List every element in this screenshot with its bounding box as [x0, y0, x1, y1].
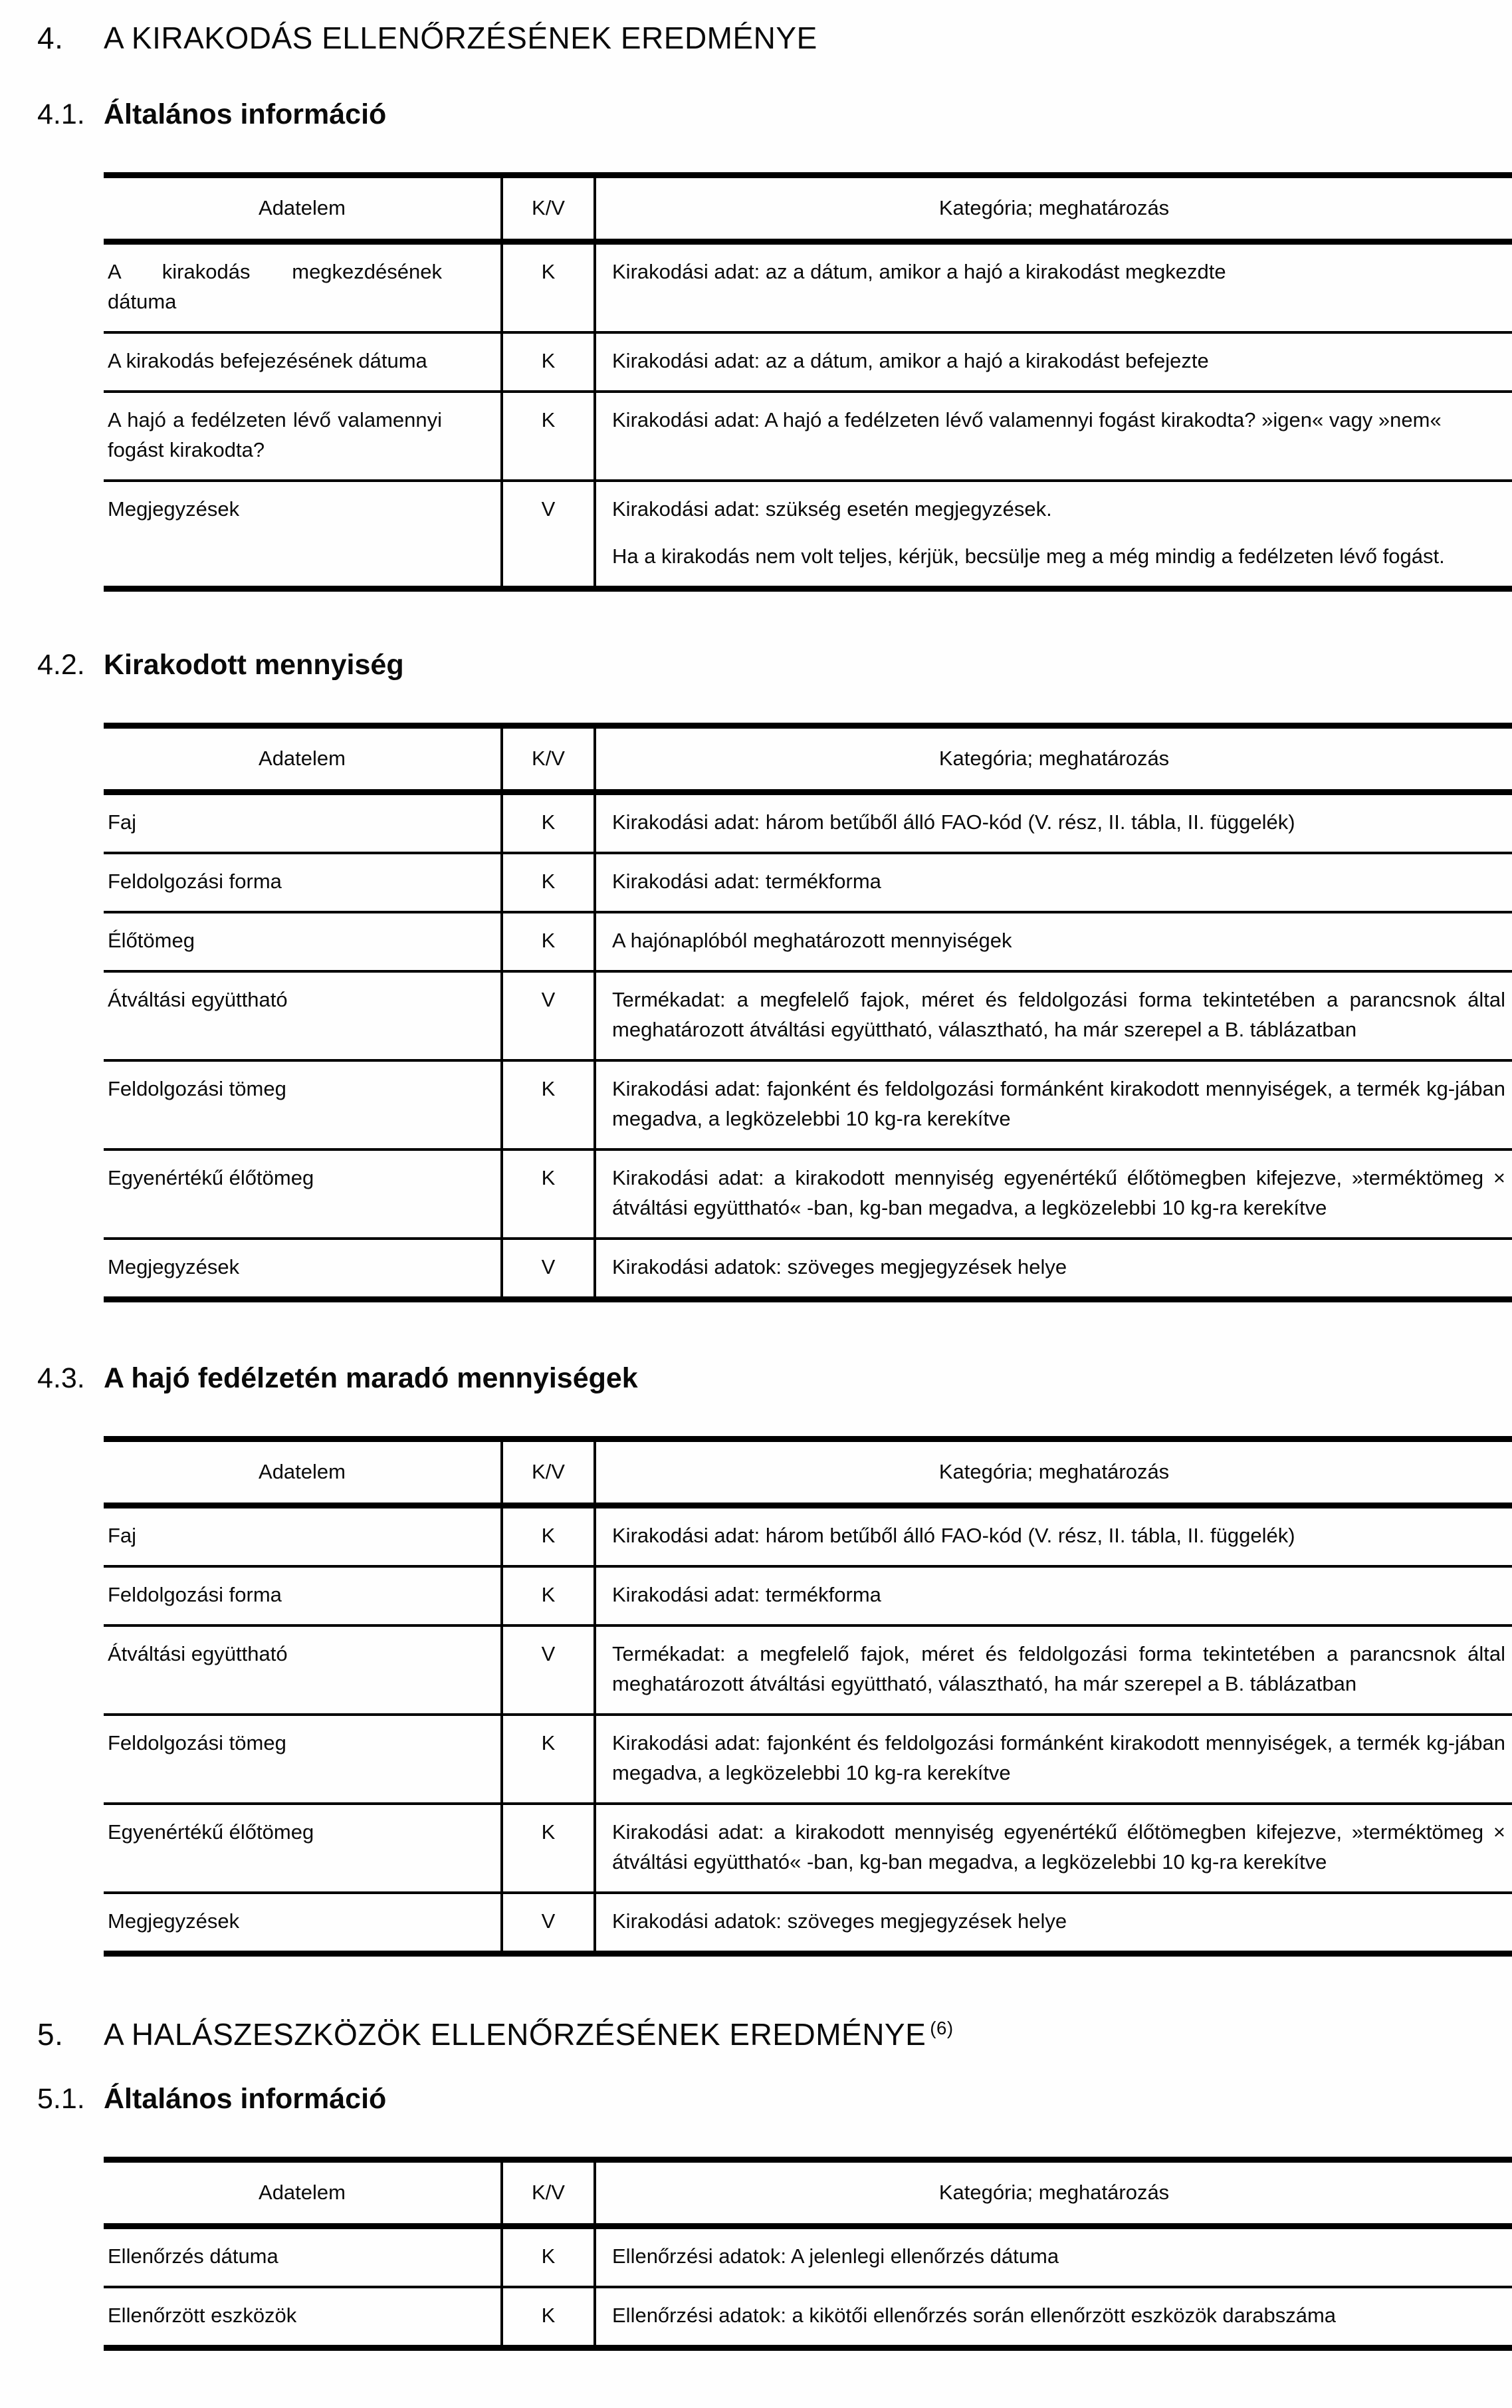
col-header-kv: K/V	[502, 2160, 595, 2227]
cell-category: Kirakodási adat: fajonként és feldolgozási formánként kirakodott mennyiségek, a termék kg-jában megadva, a legközelebbi 10 kg-ra kerekítve	[595, 1060, 1512, 1149]
section-number: 4.2.	[37, 649, 85, 681]
cell-data-element: A hajó a fedélzeten lévő valamennyi fogást kirakodta?	[104, 392, 502, 481]
table-header-row	[104, 1439, 1512, 1506]
section-5-1-heading	[0, 2083, 1512, 2115]
cell-category: Kirakodási adat: a kirakodott mennyiség egyenértékű élőtömegben kifejezve, »terméktömeg × átváltási együttható« -ban, kg-ban megadva, a legközelebbi 10 kg-ra kerekítve	[595, 1804, 1512, 1893]
cell-data-element: Átváltási együttható	[104, 971, 502, 1060]
table-row	[104, 912, 1512, 971]
cell-data-element: A kirakodás megkezdésének dátuma	[108, 260, 442, 313]
table-4-3-onboard-quantity	[104, 1436, 1512, 1957]
cell-kv: K	[502, 853, 595, 912]
table-row	[104, 242, 1512, 333]
cell-category: A hajónaplóból meghatározott mennyiségek	[595, 912, 1512, 971]
cell-data-element: Ellenőrzött eszközök	[104, 2287, 502, 2348]
table-row	[104, 332, 1512, 392]
cell-category: Kirakodási adat: az a dátum, amikor a hajó a kirakodást befejezte	[595, 332, 1512, 392]
section-4-1-heading	[0, 98, 1512, 131]
cell-data-element: Faj	[108, 1524, 137, 1547]
cell-kv: K	[502, 242, 595, 333]
cell-data-element: Feldolgozási forma	[104, 1566, 502, 1625]
table-row	[104, 1625, 1512, 1715]
cell-category: Kirakodási adat: fajonként és feldolgozási formánként kirakodott mennyiségek, a termék kg-jában megadva, a legközelebbi 10 kg-ra kerekítve	[595, 1715, 1512, 1804]
cell-category: Kirakodási adat: három betűből álló FAO-kód (V. rész, II. tábla, II. függelék)	[612, 1524, 1295, 1547]
cell-kv: K	[502, 912, 595, 971]
cell-kv: K	[502, 2287, 595, 2348]
section-4-heading	[0, 20, 1512, 56]
table-4-1-general-info	[104, 172, 1512, 592]
table-header-row	[104, 726, 1512, 792]
table-row	[104, 1060, 1512, 1149]
table-row	[104, 481, 1512, 589]
section-title: A hajó fedélzetén maradó mennyiségek	[104, 1362, 638, 1394]
section-4-2-heading	[0, 649, 1512, 681]
cell-data-element: Megjegyzések	[104, 481, 502, 589]
cell-data-element: Élőtömeg	[104, 912, 502, 971]
cell-kv: V	[502, 1239, 595, 1300]
cell-category: Kirakodási adat: A hajó a fedélzeten lévő valamennyi fogást kirakodta? »igen« vagy »nem«	[595, 392, 1512, 481]
table-row	[104, 1804, 1512, 1893]
cell-category: Kirakodási adat: termékforma	[595, 1566, 1512, 1625]
cell-data-element: Átváltási együttható	[104, 1625, 502, 1715]
cell-kv: V	[502, 1893, 595, 1954]
footnote-marker: (6)	[930, 2017, 954, 2038]
cell-data-element: Ellenőrzés dátuma	[108, 2244, 278, 2268]
cell-category	[595, 481, 1512, 589]
table-row	[104, 1715, 1512, 1804]
cell-kv: K	[502, 1149, 595, 1239]
table-row	[104, 1893, 1512, 1954]
section-number: 4.1.	[37, 98, 85, 130]
cell-kv: K	[502, 1566, 595, 1625]
table-row	[104, 392, 1512, 481]
section-title	[104, 2016, 954, 2052]
section-title-text: A HALÁSZESZKÖZÖK ELLENŐRZÉSÉNEK EREDMÉNYE	[104, 2017, 926, 2052]
col-header-adatelem: Adatelem	[104, 2160, 502, 2227]
section-title: A KIRAKODÁS ELLENŐRZÉSÉNEK EREDMÉNYE	[104, 21, 817, 55]
cell-kv: K	[502, 1715, 595, 1804]
col-header-adatelem: Adatelem	[104, 1439, 502, 1506]
col-header-category: Kategória; meghatározás	[595, 726, 1512, 792]
cell-kv: K	[502, 1060, 595, 1149]
cell-category: Kirakodási adat: termékforma	[595, 853, 1512, 912]
table-row	[104, 792, 1512, 854]
section-number: 4.	[37, 21, 64, 55]
cell-data-element: Feldolgozási forma	[104, 853, 502, 912]
cell-data-element: Faj	[108, 810, 137, 834]
table-row	[104, 2287, 1512, 2348]
cell-category: Kirakodási adat: az a dátum, amikor a hajó a kirakodást megkezdte	[612, 260, 1226, 283]
cell-category: Ellenőrzési adatok: A jelenlegi ellenőrzés dátuma	[612, 2244, 1059, 2268]
section-4-3-heading	[0, 1362, 1512, 1395]
table-row	[104, 2227, 1512, 2288]
cell-kv: K	[502, 392, 595, 481]
cell-kv: K	[502, 2227, 595, 2288]
table-row	[104, 1239, 1512, 1300]
cell-kv: K	[502, 1804, 595, 1893]
cell-data-element: A kirakodás befejezésének dátuma	[104, 332, 502, 392]
cell-category: Ellenőrzési adatok: a kikötői ellenőrzés során ellenőrzött eszközök darabszáma	[595, 2287, 1512, 2348]
col-header-kv: K/V	[502, 176, 595, 242]
cell-data-element: Feldolgozási tömeg	[104, 1715, 502, 1804]
cell-data-element: Megjegyzések	[104, 1239, 502, 1300]
table-row	[104, 1566, 1512, 1625]
col-header-category: Kategória; meghatározás	[595, 1439, 1512, 1506]
table-header-row	[104, 2160, 1512, 2227]
table-row	[104, 1149, 1512, 1239]
cell-category: Kirakodási adatok: szöveges megjegyzések helye	[595, 1239, 1512, 1300]
cell-kv: V	[502, 1625, 595, 1715]
category-paragraph: Kirakodási adat: szükség esetén megjegyzések.	[612, 497, 1052, 521]
section-5-heading	[0, 2016, 1512, 2052]
table-row	[104, 853, 1512, 912]
col-header-kv: K/V	[502, 726, 595, 792]
cell-kv: K	[502, 1506, 595, 1567]
cell-category: Termékadat: a megfelelő fajok, méret és feldolgozási forma tekintetében a parancsnok által meghatározott átváltási együttható, választható, ha már szerepel a B. táblázatban	[595, 971, 1512, 1060]
cell-kv: K	[502, 332, 595, 392]
section-number: 5.	[37, 2017, 64, 2052]
category-paragraph: Ha a kirakodás nem volt teljes, kérjük, becsülje meg a még mindig a fedélzeten lévő fogást.	[612, 544, 1445, 568]
section-title: Kirakodott mennyiség	[104, 649, 404, 681]
cell-data-element: Megjegyzések	[104, 1893, 502, 1954]
table-row	[104, 1506, 1512, 1567]
col-header-kv: K/V	[502, 1439, 595, 1506]
section-number: 4.3.	[37, 1362, 85, 1394]
cell-data-element: Egyenértékű élőtömeg	[104, 1804, 502, 1893]
table-header-row	[104, 176, 1512, 242]
section-title: Általános információ	[104, 2083, 387, 2115]
section-title: Általános információ	[104, 98, 387, 130]
cell-kv: V	[502, 481, 595, 589]
table-5-1-gear-general-info	[104, 2157, 1512, 2351]
col-header-category: Kategória; meghatározás	[595, 176, 1512, 242]
section-number: 5.1.	[37, 2083, 85, 2115]
cell-data-element: Feldolgozási tömeg	[104, 1060, 502, 1149]
cell-category: Kirakodási adatok: szöveges megjegyzések helye	[595, 1893, 1512, 1954]
cell-kv: V	[502, 971, 595, 1060]
col-header-adatelem: Adatelem	[104, 726, 502, 792]
cell-data-element: Egyenértékű élőtömeg	[104, 1149, 502, 1239]
col-header-category: Kategória; meghatározás	[595, 2160, 1512, 2227]
col-header-adatelem: Adatelem	[104, 176, 502, 242]
table-4-2-landed-quantity	[104, 723, 1512, 1302]
cell-category: Kirakodási adat: a kirakodott mennyiség egyenértékű élőtömegben kifejezve, »terméktömeg × átváltási együttható« -ban, kg-ban megadva, a legközelebbi 10 kg-ra kerekítve	[595, 1149, 1512, 1239]
cell-category: Termékadat: a megfelelő fajok, méret és feldolgozási forma tekintetében a parancsnok által meghatározott átváltási együttható, választható, ha már szerepel a B. táblázatban	[595, 1625, 1512, 1715]
cell-kv: K	[502, 792, 595, 854]
cell-category: Kirakodási adat: három betűből álló FAO-kód (V. rész, II. tábla, II. függelék)	[612, 810, 1295, 834]
table-row	[104, 971, 1512, 1060]
